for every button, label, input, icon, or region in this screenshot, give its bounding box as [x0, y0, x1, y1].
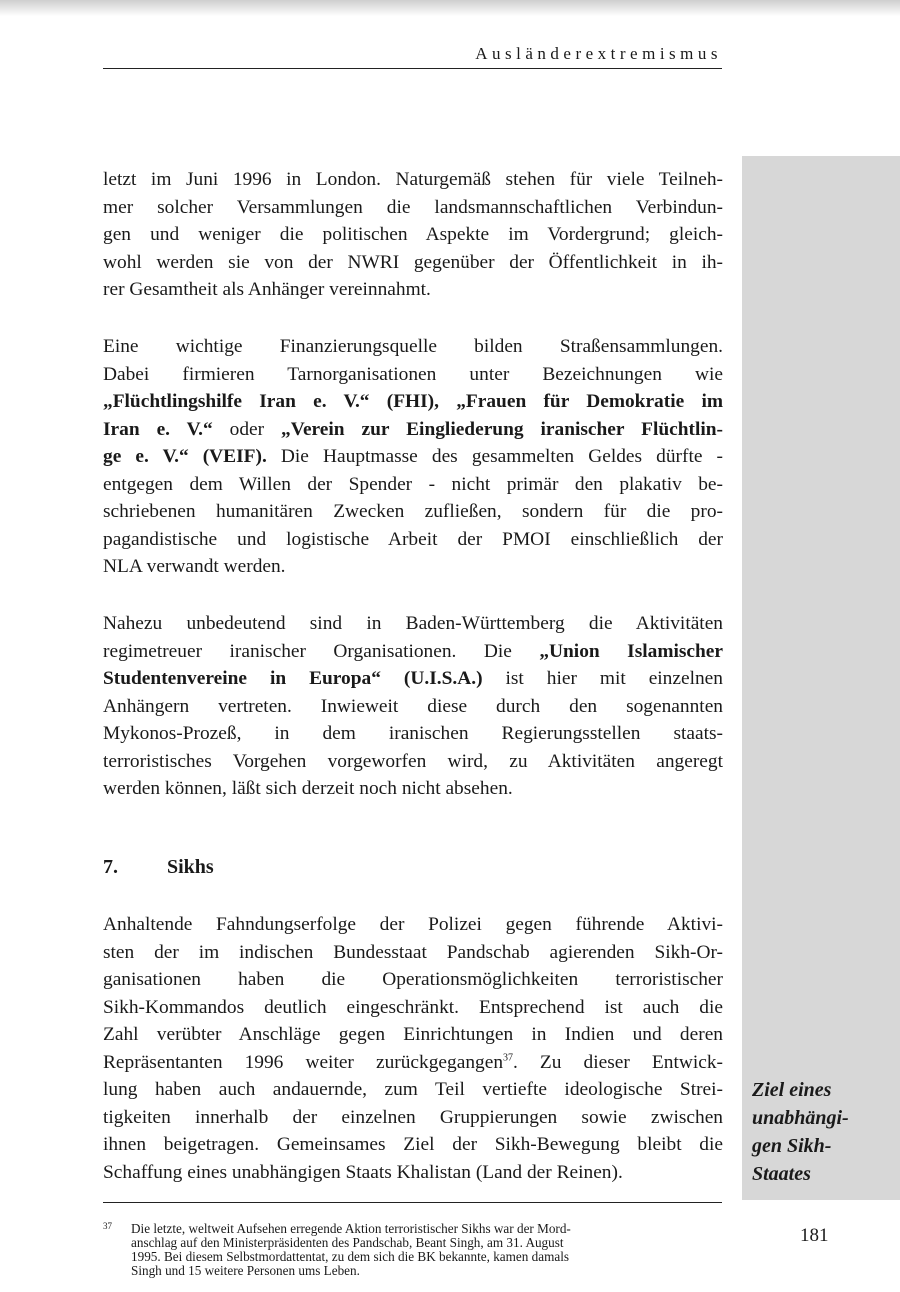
margin-column-shading: [742, 156, 900, 1200]
text-line: pagandistische und logistische Arbeit der PMOI einschließlich der: [103, 528, 723, 550]
section-heading: [103, 856, 214, 879]
section-number: 7.: [103, 856, 118, 878]
org-name-bold: Studentenvereine in Europa“ (U.I.S.A.): [103, 668, 483, 689]
text-line: [103, 416, 723, 444]
org-name-bold: „Flüchtlingshilfe Iran e. V.“ (FHI), „Frauen für Demokratie im: [103, 391, 723, 412]
text-fragment: Die Hauptmasse des gesammelten Geldes dürfte -: [266, 446, 723, 467]
text-line: [103, 388, 723, 416]
text-line: rer Gesamtheit als Anhänger vereinnahmt.: [103, 279, 431, 300]
text-line: [103, 443, 723, 471]
text-fragment: ist hier mit einzelnen: [482, 668, 723, 689]
text-line: Anhaltende Fahndungserfolge der Polizei gegen führende Aktivi-: [103, 914, 723, 935]
org-name-bold: ge e. V.“ (VEIF).: [103, 446, 267, 467]
text-fragment: Repräsentanten 1996 weiter zurückgegangen: [103, 1051, 504, 1073]
text-line: Schaffung eines unabhängigen Staats Khalistan (Land der Reinen).: [103, 1161, 623, 1183]
text-line: schriebenen humanitären Zwecken zufließen, sondern für die pro-: [103, 501, 723, 522]
footnote-reference[interactable]: 37: [503, 1052, 514, 1064]
footnote-line: anschlag auf den Ministerpräsidenten des Pandschab, Beant Singh, am 31. August: [131, 1235, 564, 1250]
footnote-line: 1995. Bei diesem Selbstmordattentat, zu dem sich die BK bekannte, kamen damals: [131, 1249, 570, 1264]
text-line: ihnen beigetragen. Gemeinsames Ziel der Sikh-Bewegung bleibt die: [103, 1134, 723, 1155]
paragraph-4: [103, 911, 723, 1186]
footnote-line: Die letzte, weltweit Aufsehen erregende Aktion terroristischer Sikhs war der Mord-: [131, 1221, 571, 1236]
scan-edge: [0, 0, 900, 16]
text-line: werden können, läßt sich derzeit noch nicht absehen.: [103, 778, 513, 799]
text-line: Nahezu unbedeutend sind in Baden-Württemberg die Aktivitäten: [103, 613, 723, 634]
text-line: Mykonos-Prozeß, in dem iranischen Regierungsstellen staats-: [103, 723, 723, 744]
paragraph-2: [103, 333, 723, 581]
org-name-bold: Iran e. V.“: [103, 418, 213, 440]
text-line: wohl werden sie von der NWRI gegenüber der Öffentlichkeit in ih-: [103, 251, 723, 273]
text-line: sten der im indischen Bundesstaat Pandschab agierenden Sikh-Or-: [103, 941, 723, 963]
running-head: Ausländerextremismus: [475, 44, 722, 63]
text-line: NLA verwandt werden.: [103, 556, 286, 577]
text-fragment: oder: [212, 418, 282, 440]
margin-note-line: Ziel eines: [752, 1079, 832, 1101]
text-line: gen und weniger die politischen Aspekte im Vordergrund; gleich-: [103, 224, 723, 245]
text-line: lung haben auch andauernde, zum Teil vertiefte ideologische Strei-: [103, 1079, 723, 1100]
footnote-mark: 37: [103, 1221, 112, 1231]
text-line: ganisationen haben die Operationsmöglichkeiten terroristischer: [103, 969, 723, 990]
text-line: [103, 1049, 723, 1077]
paragraph-3: [103, 610, 723, 803]
section-title: Sikhs: [167, 856, 214, 878]
text-line: letzt im Juni 1996 in London. Naturgemäß stehen für viele Teilneh-: [103, 169, 723, 190]
footnote: [103, 1222, 723, 1278]
org-name-bold: „Verein zur Eingliederung iranischer Flüchtlin-: [281, 418, 723, 440]
footnote-rule: [103, 1202, 722, 1203]
margin-note: [752, 1076, 892, 1188]
text-line: [103, 665, 723, 693]
text-line: entgegen dem Willen der Spender - nicht primär den plakativ be-: [103, 473, 723, 495]
paragraph-1: [103, 166, 723, 304]
text-line: tigkeiten innerhalb der einzelnen Gruppierungen sowie zwischen: [103, 1106, 723, 1128]
text-line: Anhängern vertreten. Inwieweit diese durch den sogenannten: [103, 695, 723, 717]
text-line: Zahl verübter Anschläge gegen Einrichtungen in Indien und deren: [103, 1024, 723, 1045]
text-line: terroristisches Vorgehen vorgeworfen wird, zu Aktivitäten angeregt: [103, 750, 723, 772]
org-name-bold: „Union Islamischer: [539, 640, 724, 662]
footnote-body: [131, 1222, 723, 1278]
text-line: Dabei firmieren Tarnorganisationen unter Bezeichnungen wie: [103, 363, 723, 385]
text-line: mer solcher Versammlungen die landsmannschaftlichen Verbindun-: [103, 196, 723, 218]
page-number: 181: [800, 1225, 829, 1246]
text-line: Sikh-Kommandos deutlich eingeschränkt. Entsprechend ist auch die: [103, 996, 723, 1018]
header-rule: [103, 68, 722, 69]
text-fragment: . Zu dieser Entwick-: [513, 1051, 723, 1073]
text-line: [103, 638, 723, 666]
text-line: Eine wichtige Finanzierungsquelle bilden Straßensammlungen.: [103, 336, 723, 357]
margin-note-line: unabhängi-: [752, 1107, 849, 1129]
margin-note-line: Staates: [752, 1163, 811, 1185]
margin-note-line: gen Sikh-: [752, 1135, 832, 1157]
footnote-line: Singh und 15 weitere Personen ums Leben.: [131, 1263, 360, 1278]
text-fragment: regimetreuer iranischer Organisationen. Die: [103, 640, 540, 662]
